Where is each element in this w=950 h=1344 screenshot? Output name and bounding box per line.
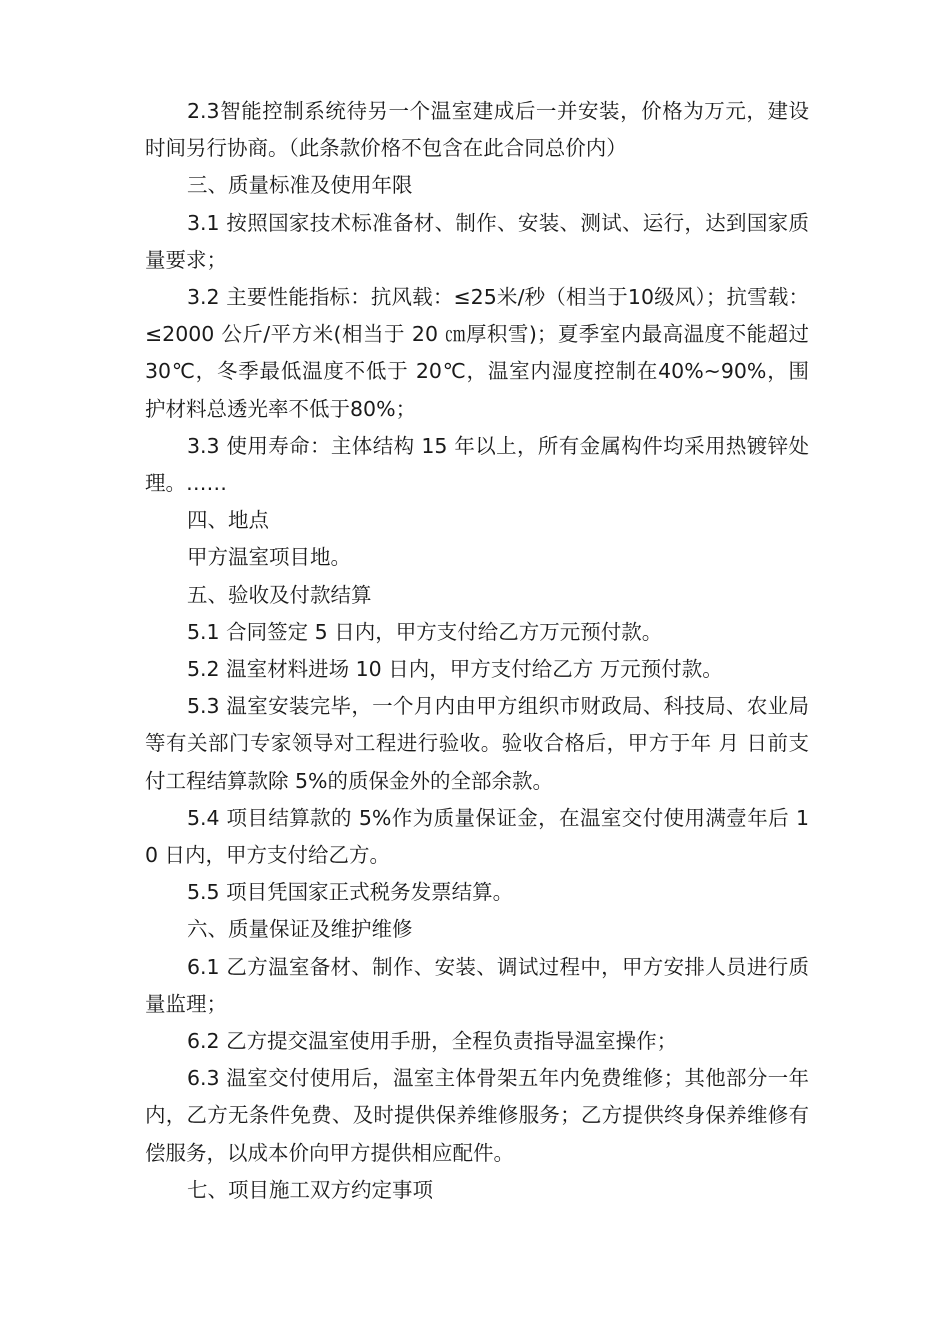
paragraph-6-3-maintenance: 6.3 温室交付使用后，温室主体骨架五年内免费维修；其他部分一年内，乙方无条件免费、及时提供保养维修服务；乙方提供终身保养维修有偿服务，以成本价向甲方提供相应配件。 — [145, 1066, 809, 1165]
paragraph-5-3-acceptance: 5.3 温室安装完毕，一个月内由甲方组织市财政局、科技局、农业局等有关部门专家领导对工程进行验收。验收合格后，甲方于年 月 日前支付工程结算款除 5%的质保金外的全部余款。 — [145, 694, 809, 793]
paragraph-2-3-smart-control: 2.3智能控制系统待另一个温室建成后一并安装，价格为万元，建设时间另行协商。（此条款价格不包含在此合同总价内） — [145, 99, 809, 161]
document-page — [145, 93, 816, 1209]
section-heading-acceptance-payment: 五、验收及付款结算 — [187, 582, 372, 607]
paragraph-6-2-manual: 6.2 乙方提交温室使用手册，全程负责指导温室操作； — [187, 1029, 678, 1054]
paragraph-5-4-quality-deposit: 5.4 项目结算款的 5%作为质量保证金，在温室交付使用满壹年后 10 日内，甲方支付给乙方。 — [145, 805, 809, 868]
paragraph-location: 甲方温室项目地。 — [187, 545, 351, 570]
section-heading-quality-standards: 三、质量标准及使用年限 — [187, 173, 413, 198]
paragraph-6-1-supervision: 6.1 乙方温室备材、制作、安装、调试过程中，甲方安排人员进行质量监理； — [145, 954, 809, 1016]
paragraph-3-1-technical-standards: 3.1 按照国家技术标准备材、制作、安装、测试、运行，达到国家质量要求； — [145, 210, 809, 272]
section-heading-location: 四、地点 — [187, 508, 269, 533]
paragraph-3-3-service-life: 3.3 使用寿命：主体结构 15 年以上，所有金属构件均采用热镀锌处理。…… — [145, 433, 809, 496]
section-heading-warranty-maintenance: 六、质量保证及维护维修 — [187, 917, 413, 942]
section-heading-construction-agreement: 七、项目施工双方约定事项 — [187, 1177, 433, 1202]
paragraph-3-2-performance-indicators: 3.2 主要性能指标：抗风载：≤25米/秒（相当于10级风）；抗雪载：≤2000 公斤/平方米(相当于 20 ㎝厚积雪)；夏季室内最高温度不能超过 30℃，冬季最低温度不低于 20℃，温室内湿度控制在40%~90%，围护材料总透光率不低于80%； — [145, 285, 816, 421]
paragraph-5-5-invoice: 5.5 项目凭国家正式税务发票结算。 — [187, 880, 514, 905]
paragraph-5-2-material-payment: 5.2 温室材料进场 10 日内，甲方支付给乙方 万元预付款。 — [187, 657, 723, 682]
paragraph-5-1-prepayment: 5.1 合同签定 5 日内，甲方支付给乙方万元预付款。 — [187, 619, 663, 644]
